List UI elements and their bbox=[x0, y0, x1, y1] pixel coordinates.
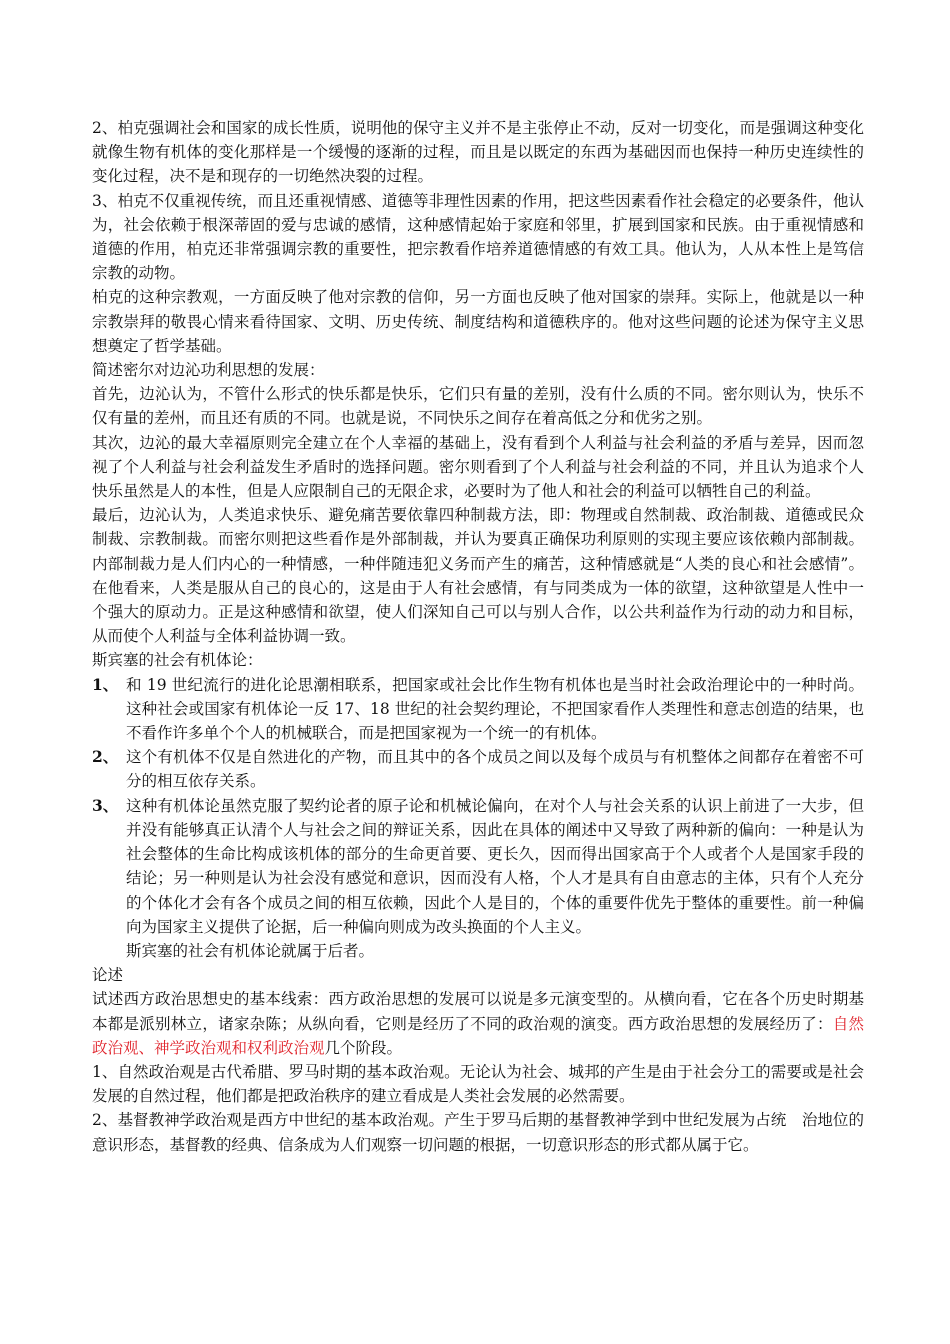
text-run: 几个阶段。 bbox=[324, 1038, 403, 1057]
highlighted-text: 自然政治观、神学政治观和权利政治观 bbox=[92, 1014, 864, 1057]
list-item bbox=[92, 794, 864, 939]
list-number: 2、 bbox=[92, 747, 119, 767]
list-text: 这种有机体论虽然克服了契约论者的原子论和机械论偏向，在对个人与社会关系的认识上前进了一大步，但并没有能够真正认清个人与社会之间的辩证关系，因此在具体的阐述中又导致了两种新的偏向：一种是认为社会整体的生命比构成该机体的部分的生命更首要、更长久，因而得出国家高于个人或者个人是国家手段的结论；另一种则是认为社会没有感觉和意识，因而没有人格，个人才是具有自由意志的主体，只有个人充分的个体化才会有各个成员之间的相互依赖，因此个人是目的，个体的重要件优先于整体的重要性。前一种偏向为国家主义提供了论据，后一种偏向则成为改头换面的个人主义。 bbox=[126, 796, 864, 936]
paragraph-mill-second: 其次，边沁的最大幸福原则完全建立在个人幸福的基础上，没有看到个人利益与社会利益的矛盾与差异，因而忽视了个人利益与社会利益发生矛盾时的选择问题。密尔则看到了个人利益与社会利益的不同，并且认为追求个人快乐虽然是人的本性，但是人应限制自己的无限企求，必要时为了他人和社会的利益可以牺牲自己的利益。 bbox=[92, 433, 864, 501]
heading-essay: 论述 bbox=[92, 966, 124, 985]
list-number: 1、 bbox=[92, 674, 119, 694]
paragraph-natural-politics: 1、自然政治观是古代希腊、罗马时期的基本政治观。无论认为社会、城邦的产生是由于社会分工的需要或是社会发展的自然过程，他们都是把政治秩序的建立看成是人类社会发展的必然需要。 bbox=[92, 1062, 864, 1106]
heading-mill: 简述密尔对边沁功利思想的发展： bbox=[92, 361, 325, 380]
paragraph-burke-3: 3、柏克不仅重视传统，而且还重视情感、道德等非理性因素的作用，把这些因素看作社会稳定的必要条件，他认为，社会依赖于根深蒂固的爱与忠诚的感情，这种感情起始于家庭和邻里，扩展到国家和民族。由于重视情感和道德的作用，柏克还非常强调宗教的重要性，把宗教看作培养道德情感的有效工具。他认为，人从本性上是笃信宗教的动物。 bbox=[92, 191, 864, 283]
list-item bbox=[92, 673, 864, 746]
paragraph-western-thought bbox=[92, 987, 864, 1060]
text-run: 试述西方政治思想史的基本线索：西方政治思想的发展可以说是多元演变型的。从横向看，它在各个历史时期基本都是派别林立，诸家杂陈；从纵向看，它则是经历了不同的政治观的演变。西方政治思想的发展经历了： bbox=[92, 990, 864, 1033]
list-number: 3、 bbox=[92, 795, 119, 815]
paragraph-burke-religion: 柏克的这种宗教观，一方面反映了他对宗教的信仰，另一方面也反映了他对国家的崇拜。实际上，他就是以一种宗教崇拜的敬畏心情来看待国家、文明、历史传统、制度结构和道德秩序的。他对这些问题的论述为保守主义思想奠定了哲学基础。 bbox=[92, 288, 864, 355]
document-page bbox=[92, 116, 864, 1157]
paragraph-mill-first: 首先，边沁认为，不管什么形式的快乐都是快乐，它们只有量的差别，没有什么质的不同。密尔则认为，快乐不仅有量的差州，而且还有质的不同。也就是说，不同快乐之间存在着高低之分和优劣之别。 bbox=[92, 385, 864, 428]
paragraph-burke-2: 2、柏克强调社会和国家的成长性质，说明他的保守主义并不是主张停止不动，反对一切变化，而是强调这种变化就像生物有机体的变化那样是一个缓慢的逐渐的过程，而且是以既定的东西为基础因而也保持一种历史连续性的变化过程，决不是和现存的一切绝然决裂的过程。 bbox=[92, 119, 864, 186]
paragraph-theological-politics: 2、基督教神学政治观是西方中世纪的基本政治观。产生于罗马后期的基督教神学到中世纪发展为占统 治地位的意识形态，基督教的经典、信条成为人们观察一切问题的根据，一切意识形态的形式都从属于它。 bbox=[92, 1111, 864, 1154]
paragraph-mill-last: 最后，边沁认为，人类追求快乐、避免痛苦要依靠四种制裁方法，即：物理或自然制裁、政治制裁、道德或民众制裁、宗教制裁。而密尔则把这些看作是外部制裁，并认为要真正确保功利原则的实现主要应该依赖内部制裁。内部制裁力是人们内心的一种情感，一种伴随违犯义务而产生的痛苦，这种情感就是“人类的良心和社会感情”。在他看来，人类是服从自己的良心的，这是由于人有社会感情，有与同类成为一体的欲望，这种欲望是人性中一个强大的原动力。正是这种感情和欲望，使人们深知自己可以与别人合作，以公共利益作为行动的动力和目标，从而使个人利益与全体利益协调一致。 bbox=[92, 506, 864, 646]
list-continuation: 斯宾塞的社会有机体论就属于后者。 bbox=[126, 941, 375, 960]
list-item bbox=[92, 745, 864, 793]
list-text: 这个有机体不仅是自然进化的产物，而且其中的各个成员之间以及每个成员与有机整体之间都存在着密不可分的相互依存关系。 bbox=[126, 748, 864, 791]
heading-spencer: 斯宾塞的社会有机体论： bbox=[92, 651, 263, 670]
list-text: 和 19 世纪流行的进化论思潮相联系，把国家或社会比作生物有机体也是当时社会政治理论中的一种时尚。这种社会或国家有机体论一反 17、18 世纪的社会契约理论，不把国家看作人类理性和意志创造的结果，也不看作许多单个个人的机械联合，而是把国家视为一个统一的有机体。 bbox=[126, 675, 864, 743]
